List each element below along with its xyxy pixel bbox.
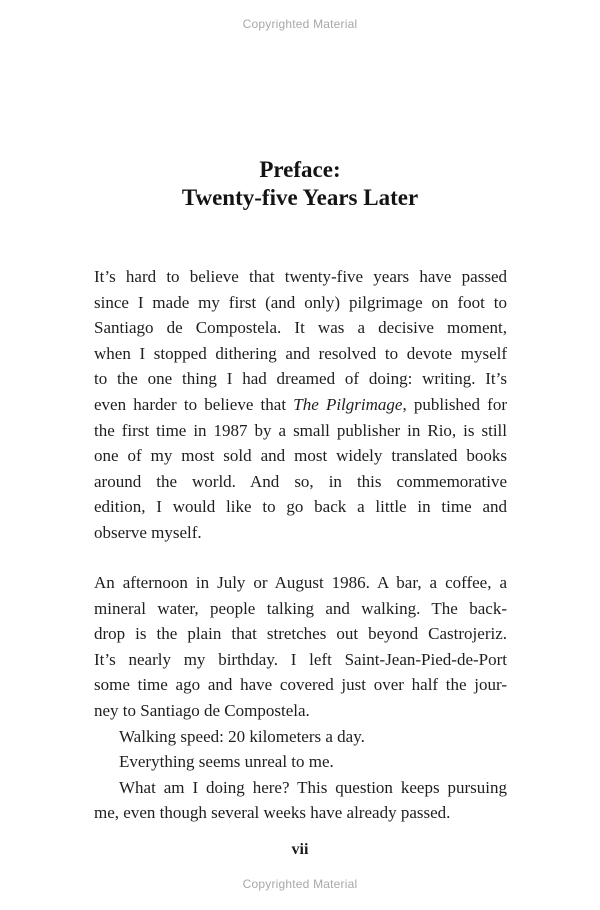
copyright-watermark-top: Copyrighted Material — [242, 17, 358, 31]
text-line: to the one thing I had dreamed of doing: writing. It’s — [94, 369, 507, 389]
text-line: It’s nearly my birthday. I left Saint-Jean-Pied-de-Port — [94, 649, 507, 669]
chapter-title-line-1: Preface: — [259, 157, 341, 182]
text-segment: even harder to believe that — [94, 394, 287, 414]
text-line: me, even though several weeks have already passed. — [94, 803, 451, 823]
book-title: The Pilgrimage — [293, 394, 403, 414]
text-line: It’s hard to believe that twenty-five years have passed — [94, 267, 507, 286]
text-line: since I made my first (and only) pilgrimage on foot to — [94, 292, 507, 312]
text-line: some time ago and have covered just over half the jour- — [94, 675, 507, 695]
text-line: An afternoon in July or August 1986. A bar, a coffee, a — [94, 573, 507, 592]
paragraph-3: Walking speed: 20 kilometers a day. — [119, 726, 365, 746]
copyright-watermark-bottom: Copyrighted Material — [242, 877, 358, 891]
text-line: the first time in 1987 by a small publisher in Rio, is still — [94, 420, 507, 440]
text-line: one of my most sold and most widely translated books — [94, 446, 507, 466]
text-line: observe myself. — [94, 522, 202, 542]
text-segment: , published for — [402, 394, 507, 414]
text-line: edition, I would like to go back a little in time and — [94, 497, 507, 517]
paragraph-4: Everything seems unreal to me. — [119, 752, 334, 772]
text-line: drop is the plain that stretches out beyond Castrojeriz. — [94, 624, 507, 644]
text-line: What am I doing here? This question keeps pursuing — [119, 777, 507, 797]
page-number: vii — [291, 841, 309, 858]
text-line: mineral water, people talking and walking. The back- — [94, 598, 507, 618]
paragraph-2 — [94, 570, 507, 826]
chapter-title — [0, 156, 600, 212]
text-line: Santiago de Compostela. It was a decisive moment, — [94, 318, 507, 338]
text-line: ney to Santiago de Compostela. — [94, 700, 310, 720]
text-line: around the world. And so, in this commemorative — [94, 471, 507, 491]
paragraph-1 — [94, 264, 507, 546]
chapter-title-line-2: Twenty-five Years Later — [181, 185, 419, 210]
text-line: when I stopped dithering and resolved to devote myself — [94, 343, 507, 363]
text-line — [94, 392, 507, 418]
